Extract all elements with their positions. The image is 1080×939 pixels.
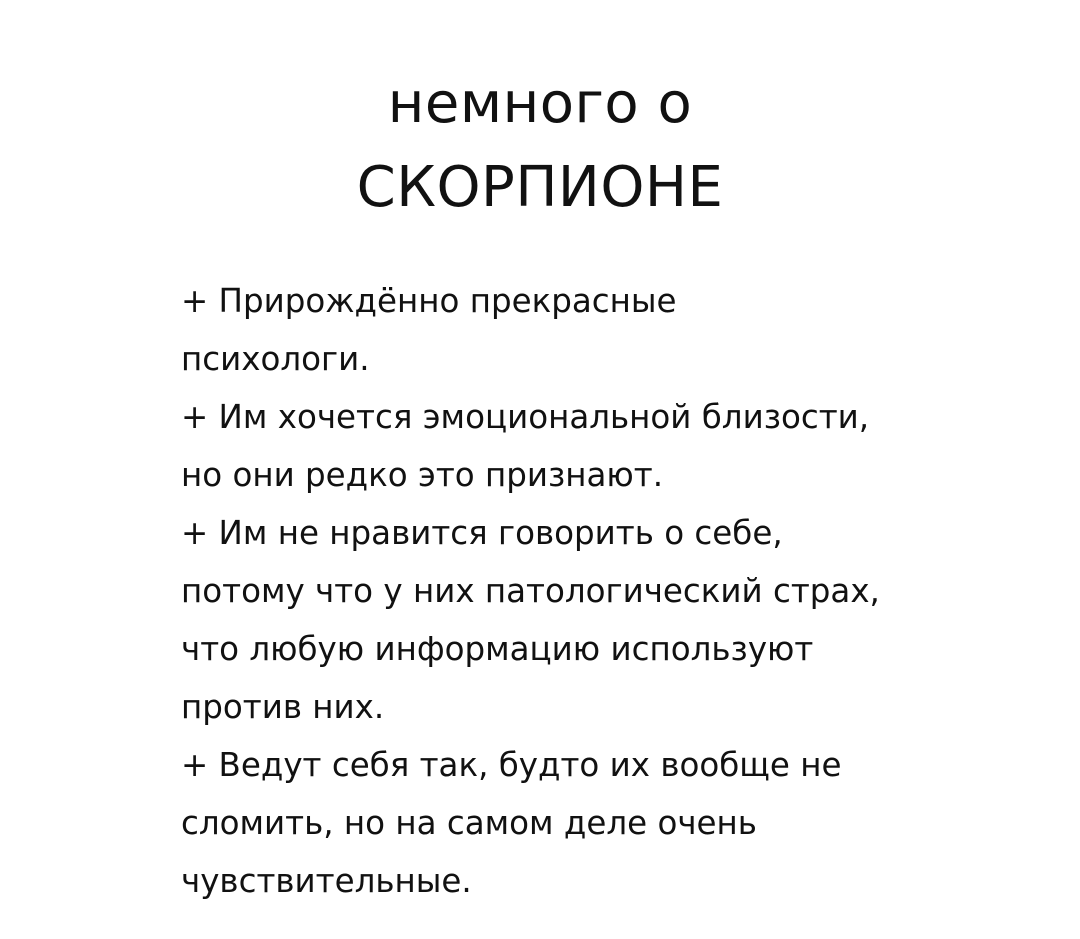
title-line-1: немного о [387, 71, 693, 136]
text-line: чувствительные. [181, 862, 472, 900]
text-line: + Ведут себя так, будто их вообще не [181, 746, 842, 784]
text-line: + Прирождённо прекрасные [181, 282, 677, 320]
text-line: что любую информацию используют [181, 630, 814, 668]
body-text [181, 272, 1041, 910]
title-line-2: СКОРПИОНЕ [356, 155, 724, 220]
text-line: + Им не нравится говорить о себе, [181, 514, 783, 552]
text-line: но они редко это признают. [181, 456, 664, 494]
text-line: против них. [181, 688, 385, 726]
text-line: + Им хочется эмоциональной близости, [181, 398, 870, 436]
text-line: потому что у них патологический страх, [181, 572, 880, 610]
page-title [0, 62, 1080, 230]
text-line: сломить, но на самом деле очень [181, 804, 757, 842]
text-line: психологи. [181, 340, 370, 378]
